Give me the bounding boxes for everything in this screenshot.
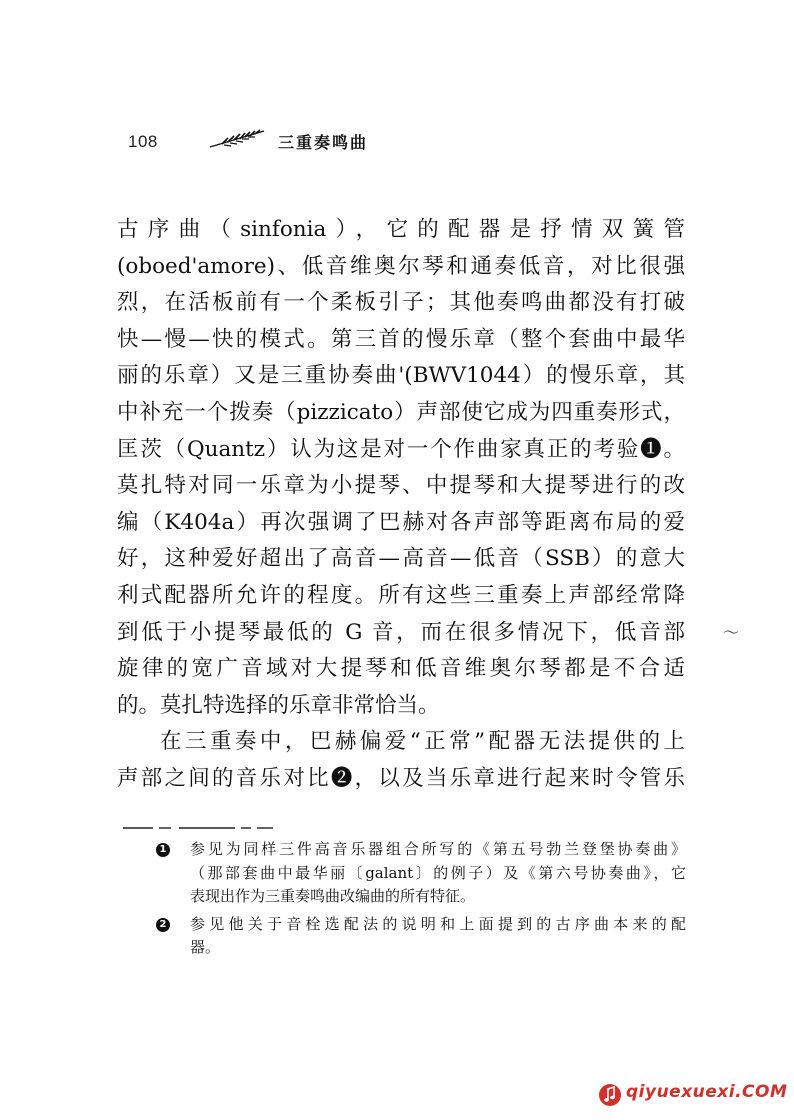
- footnote-line: 参见他关于音栓选配法的说明和上面提到的古序曲本来的配: [190, 914, 686, 933]
- body-line: 烈，在活板前有一个柔板引子；其他奏鸣曲都没有打破: [117, 290, 685, 316]
- footnote-marker: 1: [156, 843, 170, 857]
- body-line: (oboed'amore)、低音维奥尔琴和通奏低音，对比很强: [117, 253, 685, 279]
- running-header: [128, 128, 548, 158]
- running-title: 三重奏鸣曲: [278, 133, 369, 152]
- feather-quill-icon: [208, 128, 266, 150]
- body-line: 旋律的宽广音域对大提琴和低音维奥尔琴都是不合适: [117, 656, 685, 682]
- footnote-line: （那部套曲中最华丽〔galant〕的例子）及《第六号协奏曲》，它: [190, 863, 686, 882]
- body-line: 丽的乐章）又是三重协奏曲'(BWV1044）的慢乐章，其: [117, 363, 685, 389]
- body-line: 中补充一个拨奏（pizzicato）声部使它成为四重奏形式，: [117, 399, 685, 425]
- body-line: 快—慢—快的模式。第三首的慢乐章（整个套曲中最华: [117, 326, 685, 352]
- margin-mark: ～: [723, 623, 740, 642]
- body-line: 编（K404a）再次强调了巴赫对各声部等距离布局的爱: [117, 509, 685, 535]
- footnote-line: 表现出作为三重奏鸣曲改编曲的所有特征。: [190, 887, 476, 905]
- body-line: 好，这种爱好超出了高音—高音—低音（SSB）的意大: [117, 546, 685, 572]
- page-number: 108: [128, 132, 158, 151]
- footnote-marker: 2: [156, 918, 170, 932]
- footnote-line: 器。: [190, 938, 221, 956]
- footnote-line: 参见为同样三件高音乐器组合所写的《第五号勃兰登堡协奏曲》: [190, 840, 686, 858]
- paragraph-first-line: 在三重奏中，巴赫偏爱“正常”配器无法提供的上: [160, 729, 685, 755]
- footnote-2: [156, 913, 686, 960]
- footnote-1: [156, 838, 686, 909]
- body-line: 古序曲（sinfonia），它的配器是抒情双簧管: [117, 217, 685, 242]
- body-line: 到低于小提琴最低的 G 音，而在很多情况下，低音部: [117, 619, 685, 645]
- body-line: 的。莫扎特选择的乐章非常恰当。: [117, 692, 440, 718]
- body-line: 匡茨（Quantz）认为这是对一个作曲家真正的考验❶。: [117, 436, 685, 462]
- footnotes: [156, 838, 686, 964]
- body-text: [117, 212, 685, 798]
- music-note-logo-icon: [598, 1082, 622, 1108]
- site-watermark: [598, 1080, 788, 1110]
- footnote-divider: [123, 826, 273, 830]
- body-line: 利式配器所允许的程度。所有这些三重奏上声部经常降: [117, 582, 685, 608]
- body-line: 莫扎特对同一乐章为小提琴、中提琴和大提琴进行的改: [117, 473, 685, 499]
- watermark-text: qiyuexuexi.COM: [626, 1082, 788, 1102]
- body-line: 声部之间的音乐对比❷，以及当乐章进行起来时令管乐: [117, 765, 685, 791]
